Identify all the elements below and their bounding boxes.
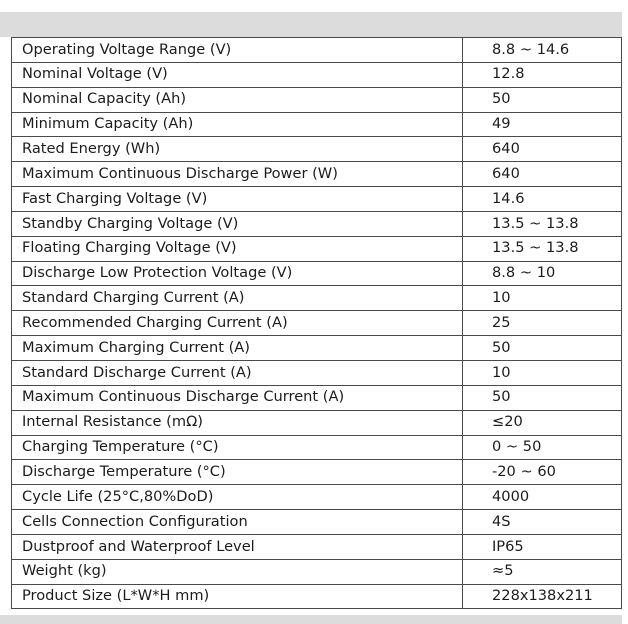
parameter-cell: Dustproof and Waterproof Level: [12, 534, 463, 559]
value-cell: IP65: [463, 534, 622, 559]
table-row: [12, 87, 622, 112]
value-cell: 4000: [463, 485, 622, 510]
parameter-cell: Discharge Low Protection Voltage (V): [12, 261, 463, 286]
table-footer-band: [0, 615, 622, 624]
value-cell: 50: [463, 336, 622, 361]
table-row: [12, 137, 622, 162]
value-cell: 8.8 ~ 10: [463, 261, 622, 286]
parameter-cell: Discharge Temperature (°C): [12, 460, 463, 485]
value-cell: 640: [463, 162, 622, 187]
value-cell: 14.6: [463, 187, 622, 212]
value-cell: 50: [463, 87, 622, 112]
value-cell: -20 ~ 60: [463, 460, 622, 485]
parameter-cell: Maximum Continuous Discharge Power (W): [12, 162, 463, 187]
table-row: [12, 112, 622, 137]
table-row: [12, 311, 622, 336]
parameter-cell: Product Size (L*W*H mm): [12, 584, 463, 609]
table-row: [12, 336, 622, 361]
parameter-cell: Standard Charging Current (A): [12, 286, 463, 311]
table-row: [12, 460, 622, 485]
value-cell: 25: [463, 311, 622, 336]
value-cell: 8.8 ~ 14.6: [463, 38, 622, 63]
table-row: [12, 435, 622, 460]
value-cell: 13.5 ~ 13.8: [463, 211, 622, 236]
table-row: [12, 559, 622, 584]
table-row: [12, 360, 622, 385]
parameter-cell: Weight (kg): [12, 559, 463, 584]
parameter-cell: Standby Charging Voltage (V): [12, 211, 463, 236]
parameter-cell: Cycle Life (25°C,80%DoD): [12, 485, 463, 510]
parameter-cell: Cells Connection Configuration: [12, 510, 463, 535]
parameter-cell: Minimum Capacity (Ah): [12, 112, 463, 137]
parameter-cell: Maximum Charging Current (A): [12, 336, 463, 361]
table-row: [12, 162, 622, 187]
parameter-cell: Fast Charging Voltage (V): [12, 187, 463, 212]
table-row: [12, 510, 622, 535]
table-row: [12, 38, 622, 63]
table-row: [12, 485, 622, 510]
value-cell: 228x138x211: [463, 584, 622, 609]
value-cell: 49: [463, 112, 622, 137]
table-row: [12, 211, 622, 236]
parameter-cell: Recommended Charging Current (A): [12, 311, 463, 336]
parameter-cell: Floating Charging Voltage (V): [12, 236, 463, 261]
parameter-cell: Charging Temperature (°C): [12, 435, 463, 460]
table-row: [12, 286, 622, 311]
table-row: [12, 187, 622, 212]
value-cell: 13.5 ~ 13.8: [463, 236, 622, 261]
parameter-cell: Nominal Capacity (Ah): [12, 87, 463, 112]
parameter-cell: Operating Voltage Range (V): [12, 38, 463, 63]
value-cell: ≤20: [463, 410, 622, 435]
table-row: [12, 62, 622, 87]
value-cell: ≈5: [463, 559, 622, 584]
value-cell: 640: [463, 137, 622, 162]
table-header-band: [0, 12, 622, 37]
parameter-cell: Nominal Voltage (V): [12, 62, 463, 87]
value-cell: 10: [463, 360, 622, 385]
specification-table: [11, 37, 622, 609]
value-cell: 4S: [463, 510, 622, 535]
parameter-cell: Maximum Continuous Discharge Current (A): [12, 385, 463, 410]
parameter-cell: Rated Energy (Wh): [12, 137, 463, 162]
value-cell: 0 ~ 50: [463, 435, 622, 460]
table-row: [12, 236, 622, 261]
value-cell: 12.8: [463, 62, 622, 87]
value-cell: 10: [463, 286, 622, 311]
value-cell: 50: [463, 385, 622, 410]
parameter-cell: Internal Resistance (mΩ): [12, 410, 463, 435]
table-row: [12, 410, 622, 435]
table-row: [12, 534, 622, 559]
table-row: [12, 261, 622, 286]
parameter-cell: Standard Discharge Current (A): [12, 360, 463, 385]
table-row: [12, 385, 622, 410]
table-row: [12, 584, 622, 609]
